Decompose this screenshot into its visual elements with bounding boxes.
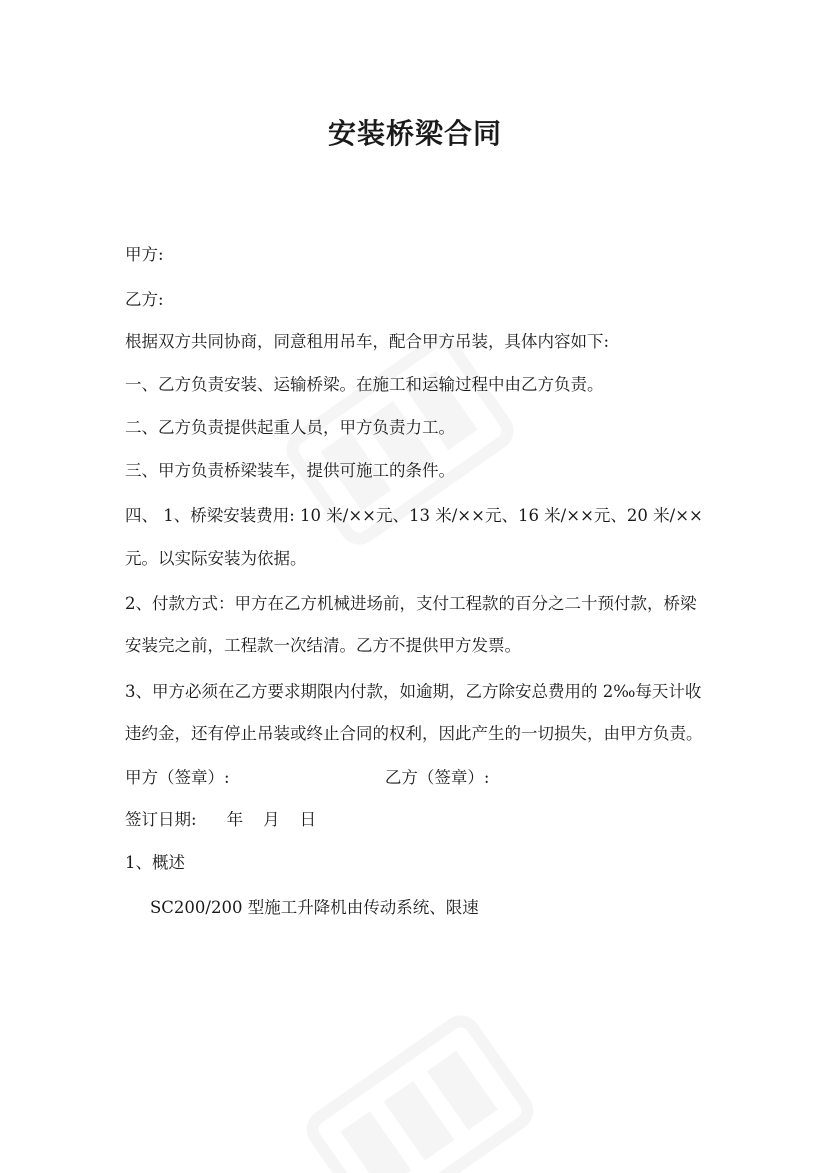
breach-line-2: 违约金，还有停止吊装或终止合同的权利，因此产生的一切损失，由甲方负责。 [125,724,703,743]
overview-text: SC200/200 型施工升降机由传动系统、限速 [150,898,479,917]
clause-3: 三、甲方负责桥梁装车，提供可施工的条件。 [125,461,455,480]
date-month: 月 [263,810,280,829]
date-year: 年 [226,810,244,829]
overview-heading: 1、概述 [125,853,185,872]
date-day: 日 [299,810,317,829]
intro-paragraph: 根据双方共同协商，同意租用吊车，配合甲方吊装，具体内容如下: [125,332,610,351]
watermark-icon [253,953,587,1173]
clause-1: 一、乙方负责安装、运输桥梁。在施工和运输过程中由乙方负责。 [125,375,604,394]
clause-2: 二、乙方负责提供起重人员，甲方负责力工。 [125,418,455,437]
signature-party-b: 乙方（签章）: [384,768,490,787]
signature-row [125,768,490,788]
party-a-label: 甲方: [125,245,164,264]
payment-line-1: 2、付款方式：甲方在乙方机械进场前，支付工程款的百分之二十预付款，桥梁 [125,594,697,613]
party-b-label: 乙方: [125,290,164,309]
page-title: 安装桥梁合同 [327,117,502,150]
signing-date-row [125,810,316,830]
breach-line-1: 3、甲方必须在乙方要求期限内付款，如逾期，乙方除安总费用的 2‰每天计收 [125,682,702,701]
clause-4-line-2: 元。以实际安装为依据。 [125,549,307,568]
date-label: 签订日期: [125,810,197,829]
clause-4-line-1: 四、 1、桥梁安装费用: 10 米/××元、13 米/××元、16 米/××元、20 米/×× [125,506,703,525]
signature-party-a: 甲方（签章）: [125,768,230,787]
payment-line-2: 安装完之前，工程款一次结清。乙方不提供甲方发票。 [125,636,521,655]
